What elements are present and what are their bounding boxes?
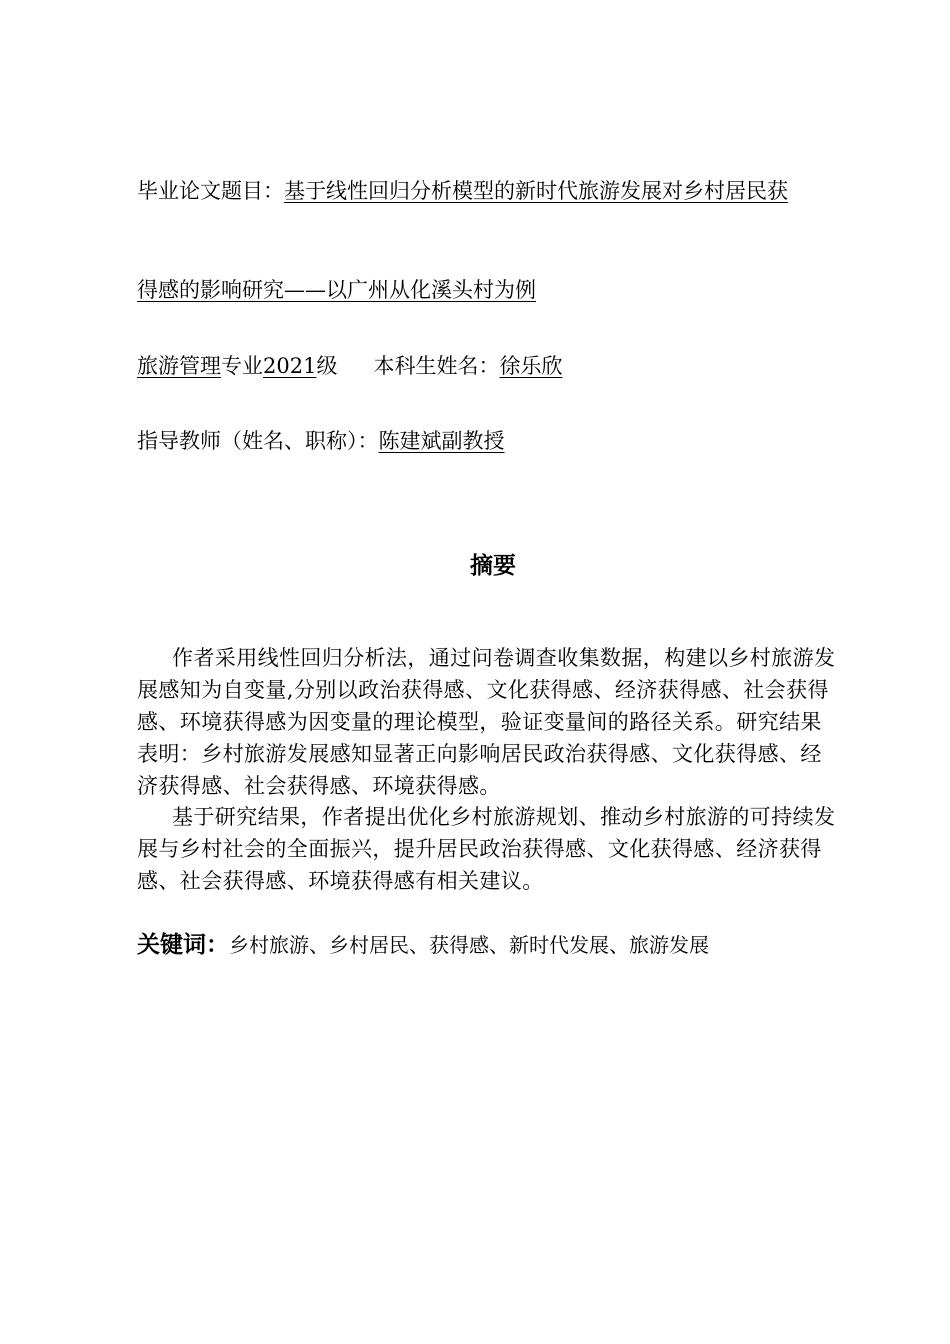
thesis-title-text-2: 得感的影响研究——以广州从化溪头村为例 <box>137 278 536 302</box>
thesis-title-label: 毕业论文题目： <box>137 179 284 203</box>
student-name-label: 本科生姓名： <box>373 354 500 378</box>
advisor-name: 陈建斌副教授 <box>378 429 505 453</box>
advisor-line <box>137 431 505 452</box>
thesis-title-line-2 <box>137 280 536 301</box>
year-suffix: 级 <box>316 354 338 378</box>
advisor-label: 指导教师（姓名、职称）： <box>137 429 379 453</box>
keywords-text: 乡村旅游、乡村居民、获得感、新时代发展、旅游发展 <box>229 933 709 957</box>
major-suffix: 专业 <box>221 354 263 378</box>
enrollment-year: 2021 <box>263 354 317 378</box>
student-name: 徐乐欣 <box>499 354 563 378</box>
abstract-heading: 摘要 <box>470 553 516 579</box>
keywords-line <box>137 934 709 957</box>
keywords-label: 关键词： <box>137 932 229 958</box>
abstract-paragraph-2: 基于研究结果，作者提出优化乡村旅游规划、推动乡村旅游的可持续发展与乡村社会的全面振兴，提升居民政治获得感、文化获得感、经济获得感、社会获得感、环境获得感有相关建议。 <box>137 805 836 893</box>
student-info-line <box>137 356 562 377</box>
thesis-title-text-1: 基于线性回归分析模型的新时代旅游发展对乡村居民获 <box>284 179 788 203</box>
thesis-title-line-1 <box>137 181 788 202</box>
abstract-paragraph-1: 作者采用线性回归分析法，通过问卷调查收集数据，构建以乡村旅游发展感知为自变量,分别以政治获得感、文化获得感、经济获得感、社会获得感、环境获得感为因变量的理论模型，验证变量间的路径关系。研究结果表明：乡村旅游发展感知显著正向影响居民政治获得感、文化获得感、经济获得感、社会获得感、环境获得感。 <box>137 646 836 798</box>
major-name: 旅游管理 <box>137 354 221 378</box>
